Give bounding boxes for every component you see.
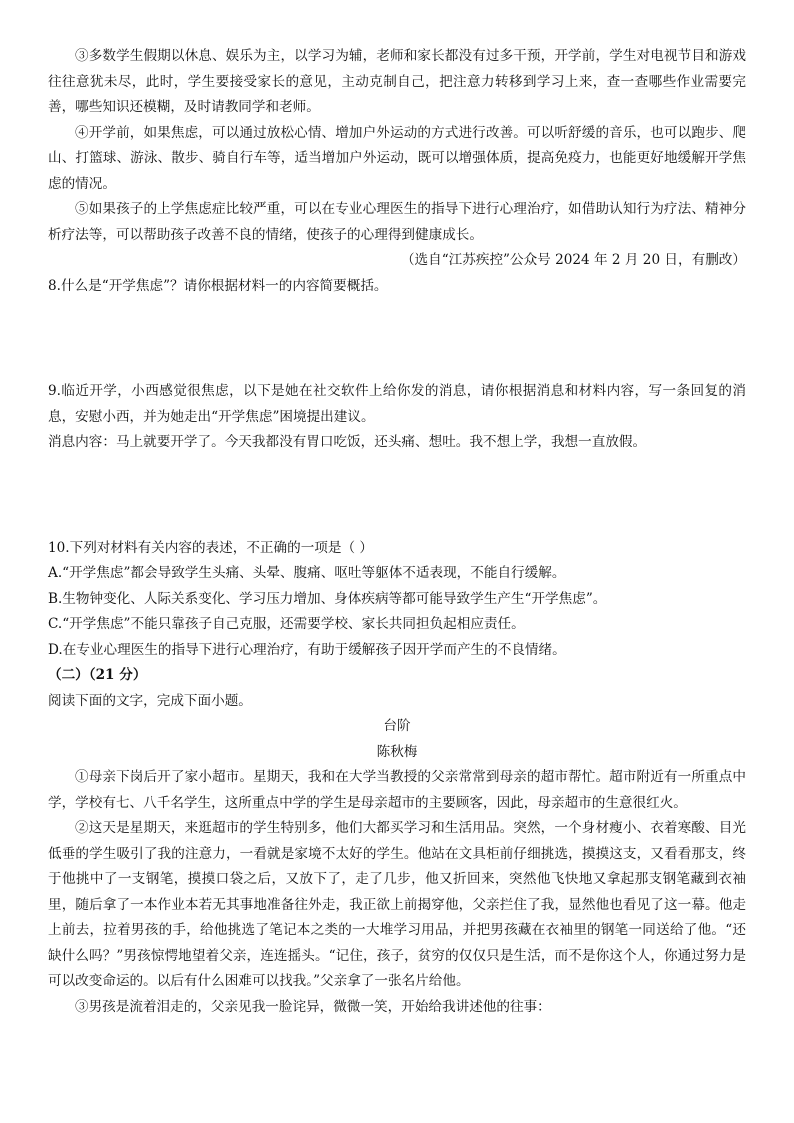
article-author: 陈秋梅 <box>376 743 418 760</box>
material-paragraph-4: ④开学前，如果焦虑，可以通过放松心情、增加户外运动的方式进行改善。可以听舒缓的音乐，也可以跑步、爬山、打篮球、游泳、散步、骑自行车等，适当增加户外运动，既可以增强体质，提高免疫力，也能更好地缓解开学焦虑的情况。 <box>48 124 746 192</box>
article-paragraph-3: ③男孩是流着泪走的，父亲见我一脸诧异，微微一笑，开始给我讲述他的往事： <box>75 998 551 1015</box>
answer-space-8 <box>48 299 746 379</box>
document-page <box>48 44 746 1020</box>
material-source: （选自“江苏疾控”公众号 2024 年 2 月 20 日，有删改） <box>400 252 746 268</box>
answer-space-9 <box>48 456 746 536</box>
material-paragraph-3: ③多数学生假期以休息、娱乐为主，以学习为辅，老师和家长都没有过多干预，开学前，学生对电视节目和游戏往往意犹未尽，此时，学生要接受家长的意见，主动克制自己，把注意力转移到学习上来，查一查哪些作业需要完善，哪些知识还模糊，及时请教同学和老师。 <box>48 48 746 115</box>
section-instruction: 阅读下面的文字，完成下面小题。 <box>48 692 252 709</box>
option-c: C.“开学焦虑”不能只靠孩子自己克服，还需要学校、家长共同担负起相应责任。 <box>48 616 525 632</box>
question-10: 10.下列对材料有关内容的表述，不正确的一项是（ ） <box>48 539 374 556</box>
option-b: B.生物钟变化、人际关系变化、学习压力增加、身体疾病等都可能导致学生产生“开学焦虑”。 <box>48 590 607 607</box>
question-8: 8.什么是“开学焦虑”？请你根据材料一的内容简要概括。 <box>48 277 388 294</box>
question-9: 9.临近开学，小西感觉很焦虑，以下是她在社交软件上给你发的消息，请你根据消息和材料内容，写一条回复的消息，安慰小西，并为她走出“开学焦虑”困境提出建议。 <box>48 383 746 425</box>
article-title: 台阶 <box>383 718 411 734</box>
option-d: D.在专业心理医生的指导下进行心理治疗，有助于缓解孩子因开学而产生的不良情绪。 <box>48 641 566 658</box>
material-paragraph-5: ⑤如果孩子的上学焦虑症比较严重，可以在专业心理医生的指导下进行心理治疗，如借助认知行为疗法、精神分析疗法等，可以帮助孩子改善不良的情绪，使孩子的心理得到健康成长。 <box>48 201 746 243</box>
article-paragraph-2: ②这天是星期天，来逛超市的学生特别多，他们大都买学习和生活用品。突然，一个身材瘦小、衣着寒酸、目光低垂的学生吸引了我的注意力，一看就是家境不太好的学生。他站在文具柜前仔细挑选，摸摸这支，又看看那支，终于他挑中了一支钢笔，摸摸口袋之后，又放下了，走了几步，他又折回来，突然他飞快地又拿起那支钢笔藏到衣袖里，随后拿了一本作业本若无其事地准备往外走，我正欲上前揭穿他，父亲拦住了我，显然他也看见了这一幕。他走上前去，拉着男孩的手，给他挑选了笔记本之类的一大堆学习用品，并把男孩藏在衣袖里的钢笔一同送给了他。“还缺什么吗？”男孩惊愕地望着父亲，连连摇头。“记住，孩子，贫穷的仅仅只是生活，而不是你这个人，你通过努力是可以改变命运的。以后有什么困难可以找我。”父亲拿了一张名片给他。 <box>48 820 746 989</box>
question-9-message: 消息内容：马上就要开学了。今天我都没有胃口吃饭，还头痛、想吐。我不想上学，我想一直放假。 <box>48 434 647 450</box>
option-a: A.“开学焦虑”都会导致学生头痛、头晕、腹痛、呕吐等躯体不适表现，不能自行缓解。 <box>48 565 566 581</box>
article-paragraph-1: ①母亲下岗后开了家小超市。星期天，我和在大学当教授的父亲常常到母亲的超市帮忙。超市附近有一所重点中学，学校有七、八千名学生，这所重点中学的学生是母亲超市的主要顾客，因此，母亲超市的生意很红火。 <box>48 769 746 811</box>
section-heading: （二）（21 分） <box>48 667 147 683</box>
